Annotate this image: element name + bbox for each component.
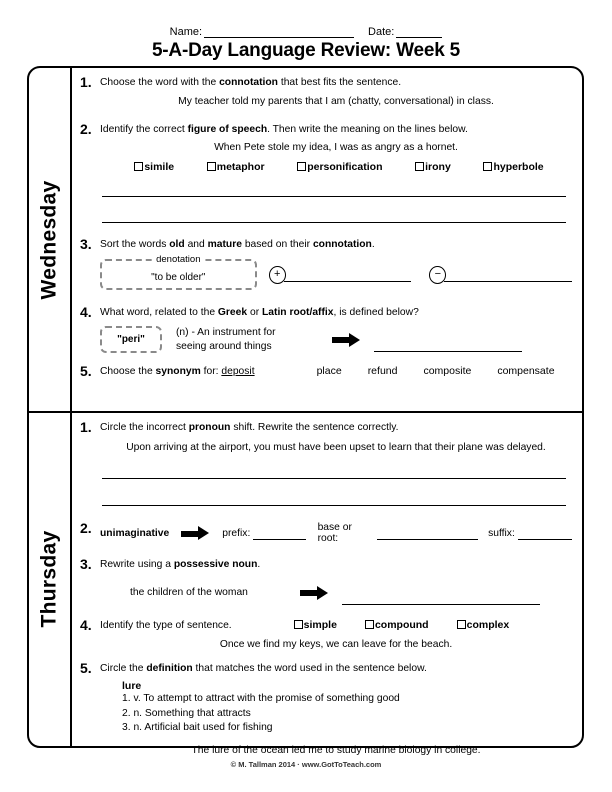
thu-q2-prefix-input[interactable] bbox=[253, 527, 305, 540]
thu-q4-option-0-label: simple bbox=[303, 619, 337, 631]
checkbox-icon[interactable] bbox=[415, 162, 424, 171]
wed-q3-sort-row bbox=[100, 254, 572, 290]
wed-q2-prompt-pre: Identify the correct bbox=[100, 124, 188, 135]
thu-q1-prompt-post: shift. Rewrite the sentence correctly. bbox=[230, 422, 399, 433]
thu-question-3 bbox=[78, 558, 572, 605]
thu-q3-row bbox=[100, 580, 572, 605]
thu-q3-prompt-post: . bbox=[257, 559, 261, 570]
thu-q2-suffix-label: suffix: bbox=[488, 527, 515, 539]
thu-q3-prompt-pre: Rewrite using a bbox=[100, 559, 174, 570]
thu-q2-word: unimaginative bbox=[100, 527, 170, 539]
wed-q2-answer-line-2[interactable] bbox=[102, 207, 566, 223]
thu-q1-prompt bbox=[100, 421, 572, 435]
thu-q4-sentence: Once we find my keys, we can leave for the beach. bbox=[219, 639, 453, 650]
thu-q5-prompt-post: that matches the word used in the sentence below. bbox=[192, 663, 427, 674]
wed-q3-prompt-mid2: based on their bbox=[241, 239, 313, 250]
day-label-wednesday bbox=[29, 68, 70, 411]
wed-q2-sentence: When Pete stole my idea, I was as angry as a hornet. bbox=[214, 142, 458, 153]
arrow-right-icon bbox=[332, 334, 362, 346]
wed-q3-number: 3. bbox=[80, 236, 92, 252]
wed-q3-word-old: old bbox=[169, 239, 185, 250]
thu-question-5 bbox=[78, 662, 572, 756]
name-label: Name: bbox=[169, 26, 203, 38]
thu-q4-option-1-label: compound bbox=[374, 619, 429, 631]
thu-q5-definition-2[interactable]: 2. n. Something that attracts bbox=[122, 707, 251, 719]
thu-q2-suffix-input[interactable] bbox=[518, 527, 572, 540]
wed-q3-negative-line[interactable] bbox=[444, 268, 572, 282]
wed-question-5 bbox=[78, 365, 572, 379]
thu-question-1 bbox=[78, 421, 572, 506]
day-label-wednesday-text: Wednesday bbox=[37, 179, 61, 300]
minus-circle-icon: − bbox=[429, 266, 446, 284]
wed-q5-choice-refund[interactable]: refund bbox=[367, 365, 398, 377]
thu-q1-keyword-pronoun: pronoun bbox=[188, 422, 231, 433]
date-input-line[interactable] bbox=[396, 25, 442, 38]
footer-credit: © M. Tallman 2014 · www.GotToTeach.com bbox=[230, 760, 382, 769]
wed-q3-positive-line[interactable] bbox=[284, 268, 412, 282]
thu-q1-sentence[interactable]: Upon arriving at the airport, you must have been upset to learn that their plane was delayed. bbox=[126, 442, 546, 453]
thu-q5-definitions bbox=[100, 692, 572, 736]
wed-q1-prompt-keyword: connotation bbox=[219, 77, 278, 88]
wed-q4-answer-line[interactable] bbox=[374, 339, 522, 352]
worksheet-frame bbox=[27, 66, 584, 756]
thu-q4-option-compound[interactable] bbox=[365, 619, 429, 631]
wed-q2-option-0-label: simile bbox=[144, 161, 175, 173]
wed-q5-choices bbox=[317, 365, 555, 377]
checkbox-icon[interactable] bbox=[483, 162, 492, 171]
thursday-content bbox=[70, 411, 582, 756]
thu-q2-base-input[interactable] bbox=[377, 527, 479, 540]
wed-q2-prompt-keyword: figure of speech bbox=[187, 124, 268, 135]
checkbox-icon[interactable] bbox=[207, 162, 216, 171]
wed-q2-option-irony[interactable] bbox=[415, 161, 451, 173]
thu-q2-number: 2. bbox=[80, 520, 92, 536]
wed-q3-denotation-value: "to be older" bbox=[151, 272, 206, 283]
date-label: Date: bbox=[368, 26, 395, 38]
wed-q5-prompt-post: for: bbox=[200, 366, 222, 377]
wed-q2-prompt-post: . Then write the meaning on the lines below. bbox=[267, 124, 468, 135]
thu-q2-base-label: base or root: bbox=[317, 522, 352, 544]
thu-q1-answer-line-1[interactable] bbox=[102, 463, 566, 479]
wed-q2-option-simile[interactable] bbox=[134, 161, 174, 173]
wed-q3-denotation-box bbox=[100, 254, 257, 290]
checkbox-icon[interactable] bbox=[134, 162, 143, 171]
name-date-bar bbox=[0, 18, 612, 38]
thu-q3-keyword-possessive: possessive noun bbox=[173, 559, 258, 570]
wed-q3-prompt bbox=[100, 238, 572, 252]
thu-q1-prompt-pre: Circle the incorrect bbox=[100, 422, 189, 433]
wed-q5-row bbox=[100, 365, 572, 379]
thu-q4-prompt: Identify the type of sentence. bbox=[100, 619, 232, 631]
wed-q4-definition-line2: seeing around things bbox=[176, 340, 272, 352]
thu-q2-prefix-label: prefix: bbox=[222, 527, 251, 539]
thu-q5-entry-word: lure bbox=[122, 680, 142, 692]
arrow-right-icon bbox=[300, 587, 330, 599]
thu-question-2 bbox=[78, 522, 572, 544]
thu-q4-option-simple[interactable] bbox=[294, 619, 337, 631]
thu-q4-option-2-label: complex bbox=[466, 619, 510, 631]
wed-q2-option-4-label: hyperbole bbox=[493, 161, 544, 173]
wed-question-2 bbox=[78, 123, 572, 223]
thu-q5-definition-1[interactable]: 1. v. To attempt to attract with the promise of something good bbox=[122, 693, 400, 704]
wed-q5-target-word: deposit bbox=[221, 366, 255, 377]
wed-question-3 bbox=[78, 238, 572, 290]
thu-q3-answer-line[interactable] bbox=[342, 592, 540, 605]
wed-q3-prompt-mid: and bbox=[184, 239, 208, 250]
thu-q2-row bbox=[100, 522, 572, 544]
wed-q2-prompt bbox=[100, 123, 572, 137]
wed-q1-number: 1. bbox=[80, 74, 92, 90]
wed-q4-definition-line1: (n) - An instrument for bbox=[176, 327, 276, 338]
wed-q5-prompt bbox=[100, 365, 255, 379]
wed-q4-root-box: "peri" bbox=[100, 326, 162, 353]
thu-q1-number: 1. bbox=[80, 419, 92, 435]
thu-q4-option-complex[interactable] bbox=[457, 619, 510, 631]
thu-q4-row bbox=[100, 619, 572, 631]
wed-q3-keyword-connotation: connotation bbox=[312, 239, 372, 250]
page-title: 5-A-Day Language Review: Week 5 bbox=[151, 40, 461, 61]
wed-q5-choice-place[interactable]: place bbox=[316, 365, 342, 377]
wed-q3-prompt-post: . bbox=[371, 239, 375, 250]
thu-q5-number: 5. bbox=[80, 660, 92, 676]
wed-q2-options bbox=[100, 161, 572, 173]
wed-q2-option-personification[interactable] bbox=[297, 161, 382, 173]
thu-q5-prompt-pre: Circle the bbox=[100, 663, 147, 674]
thu-q4-number: 4. bbox=[80, 617, 92, 633]
wed-q1-prompt-pre: Choose the word with the bbox=[100, 77, 220, 88]
thu-q5-definition-3[interactable]: 3. n. Artificial bait used for fishing bbox=[122, 722, 273, 733]
wed-q4-number: 4. bbox=[80, 304, 92, 320]
wed-q4-prompt-post: , is defined below? bbox=[333, 307, 419, 318]
wed-q4-definition bbox=[176, 326, 276, 353]
wed-q3-prompt-pre: Sort the words bbox=[100, 239, 170, 250]
name-input-line[interactable] bbox=[204, 25, 354, 38]
wed-q2-option-2-label: personification bbox=[307, 161, 383, 173]
wed-q1-sentence[interactable]: My teacher told my parents that I am (chatty, conversational) in class. bbox=[178, 96, 494, 107]
thu-question-4 bbox=[78, 619, 572, 650]
thu-q1-answer-line-2[interactable] bbox=[102, 490, 566, 506]
wed-q3-word-mature: mature bbox=[207, 239, 242, 250]
wed-q5-choice-composite[interactable]: composite bbox=[423, 365, 472, 377]
arrow-right-icon bbox=[181, 527, 210, 539]
wed-q5-prompt-pre: Choose the bbox=[100, 366, 156, 377]
checkbox-icon[interactable] bbox=[294, 620, 303, 629]
wed-q2-option-3-label: irony bbox=[425, 161, 451, 173]
wed-q5-keyword-synonym: synonym bbox=[155, 366, 201, 377]
wed-q3-denotation-legend: denotation bbox=[152, 254, 204, 265]
wed-q4-prompt-mid: or bbox=[247, 307, 262, 318]
plus-circle-icon: + bbox=[269, 266, 286, 284]
thu-q3-prompt bbox=[100, 558, 572, 572]
wed-q4-keyword-latin: Latin root/affix bbox=[262, 307, 334, 318]
wed-q1-prompt-post: that best fits the sentence. bbox=[277, 77, 402, 88]
wed-q4-prompt bbox=[100, 306, 572, 320]
thu-q3-number: 3. bbox=[80, 556, 92, 572]
wed-q2-number: 2. bbox=[80, 121, 92, 137]
wednesday-content bbox=[70, 68, 582, 411]
day-label-thursday bbox=[29, 411, 70, 746]
thu-q5-keyword-definition: definition bbox=[146, 663, 193, 674]
checkbox-icon[interactable] bbox=[365, 620, 374, 629]
thu-q3-phrase: the children of the woman bbox=[130, 587, 248, 598]
thu-q5-prompt bbox=[100, 662, 572, 676]
checkbox-icon[interactable] bbox=[297, 162, 306, 171]
wed-question-4 bbox=[78, 306, 572, 353]
thu-q5-sentence: The lure of the ocean led me to study marine biology in college. bbox=[191, 744, 481, 756]
wed-q4-root-row bbox=[100, 326, 572, 353]
wed-q2-answer-line-1[interactable] bbox=[102, 181, 566, 197]
wed-q2-option-1-label: metaphor bbox=[216, 161, 265, 173]
checkbox-icon[interactable] bbox=[457, 620, 466, 629]
wed-question-1 bbox=[78, 76, 572, 107]
day-label-thursday-text: Thursday bbox=[37, 530, 61, 627]
wed-q5-number: 5. bbox=[80, 363, 92, 379]
wed-q4-prompt-pre: What word, related to the bbox=[100, 307, 218, 318]
wed-q2-option-hyperbole[interactable] bbox=[483, 161, 543, 173]
wed-q4-keyword-greek: Greek bbox=[217, 307, 248, 318]
wed-q5-choice-compensate[interactable]: compensate bbox=[497, 365, 555, 377]
wed-q1-prompt bbox=[100, 76, 572, 90]
wed-q2-option-metaphor[interactable] bbox=[207, 161, 265, 173]
